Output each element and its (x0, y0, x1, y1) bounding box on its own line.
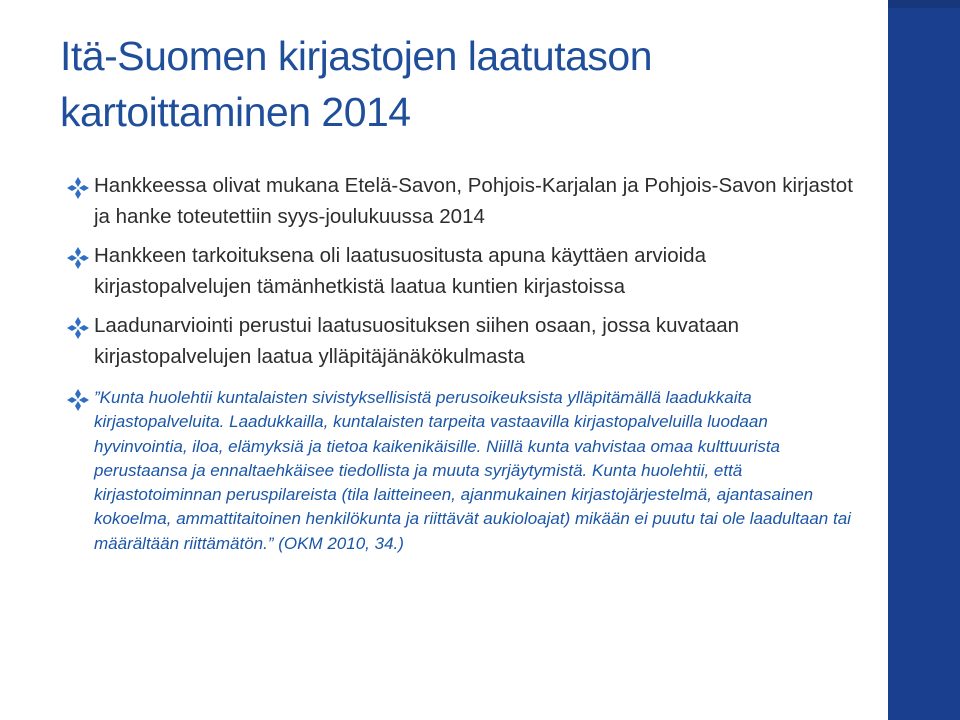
diamond-bullet-icon (66, 246, 90, 270)
bullet-text: Hankkeen tarkoituksena oli laatusuositusta apuna käyttäen arvioida kirjastopalvelujen tämänhetkistä laatua kuntien kirjastoissa (94, 244, 706, 298)
bullet-item (66, 170, 856, 232)
side-accent-bar-top (888, 0, 960, 8)
diamond-bullet-icon (66, 176, 90, 200)
diamond-bullet-icon (66, 316, 90, 340)
quote-text: ”Kunta huolehtii kuntalaisten sivistyksellisistä perusoikeuksista ylläpitämällä laadukkaita kirjastopalveluita. Laadukkailla, kuntalaisten tarpeita vastaavilla kirjastopalveluilla luodaan hyvinvointia, iloa, elämyksiä ja tietoa kaikenikäisille. Niillä kunta vahvistaa omaa kulttuurista perustaansa ja ennaltaehkäisee tiedollista ja muuta syrjäytymistä. Kunta huolehtii, että kirjastotoiminnan peruspilareista (tila laitteineen, ajanmukainen kirjastojärjestelmä, ajantasainen kokoelma, ammattitaitoinen henkilökunta ja riittävät aukioloajat) mikään ei puutu tai ole laadultaan tai määrältään riittämätön.” (OKM 2010, 34.) (94, 388, 851, 553)
diamond-bullet-icon (66, 388, 90, 412)
bullet-list (66, 170, 856, 564)
bullet-text: Laadunarviointi perustui laatusuosituksen siihen osaan, jossa kuvataan kirjastopalvelujen laatua ylläpitäjänäkökulmasta (94, 314, 740, 368)
bullet-text: Hankkeessa olivat mukana Etelä-Savon, Pohjois-Karjalan ja Pohjois-Savon kirjastot ja hanke toteutettiin syys-joulukuussa 2014 (94, 174, 853, 228)
slide-title: Itä-Suomen kirjastojen laatutason kartoittaminen 2014 (60, 33, 653, 135)
bullet-item (66, 310, 856, 372)
bullet-item (66, 240, 856, 302)
side-accent-bar (888, 0, 960, 720)
quote-bullet-item (66, 386, 856, 556)
